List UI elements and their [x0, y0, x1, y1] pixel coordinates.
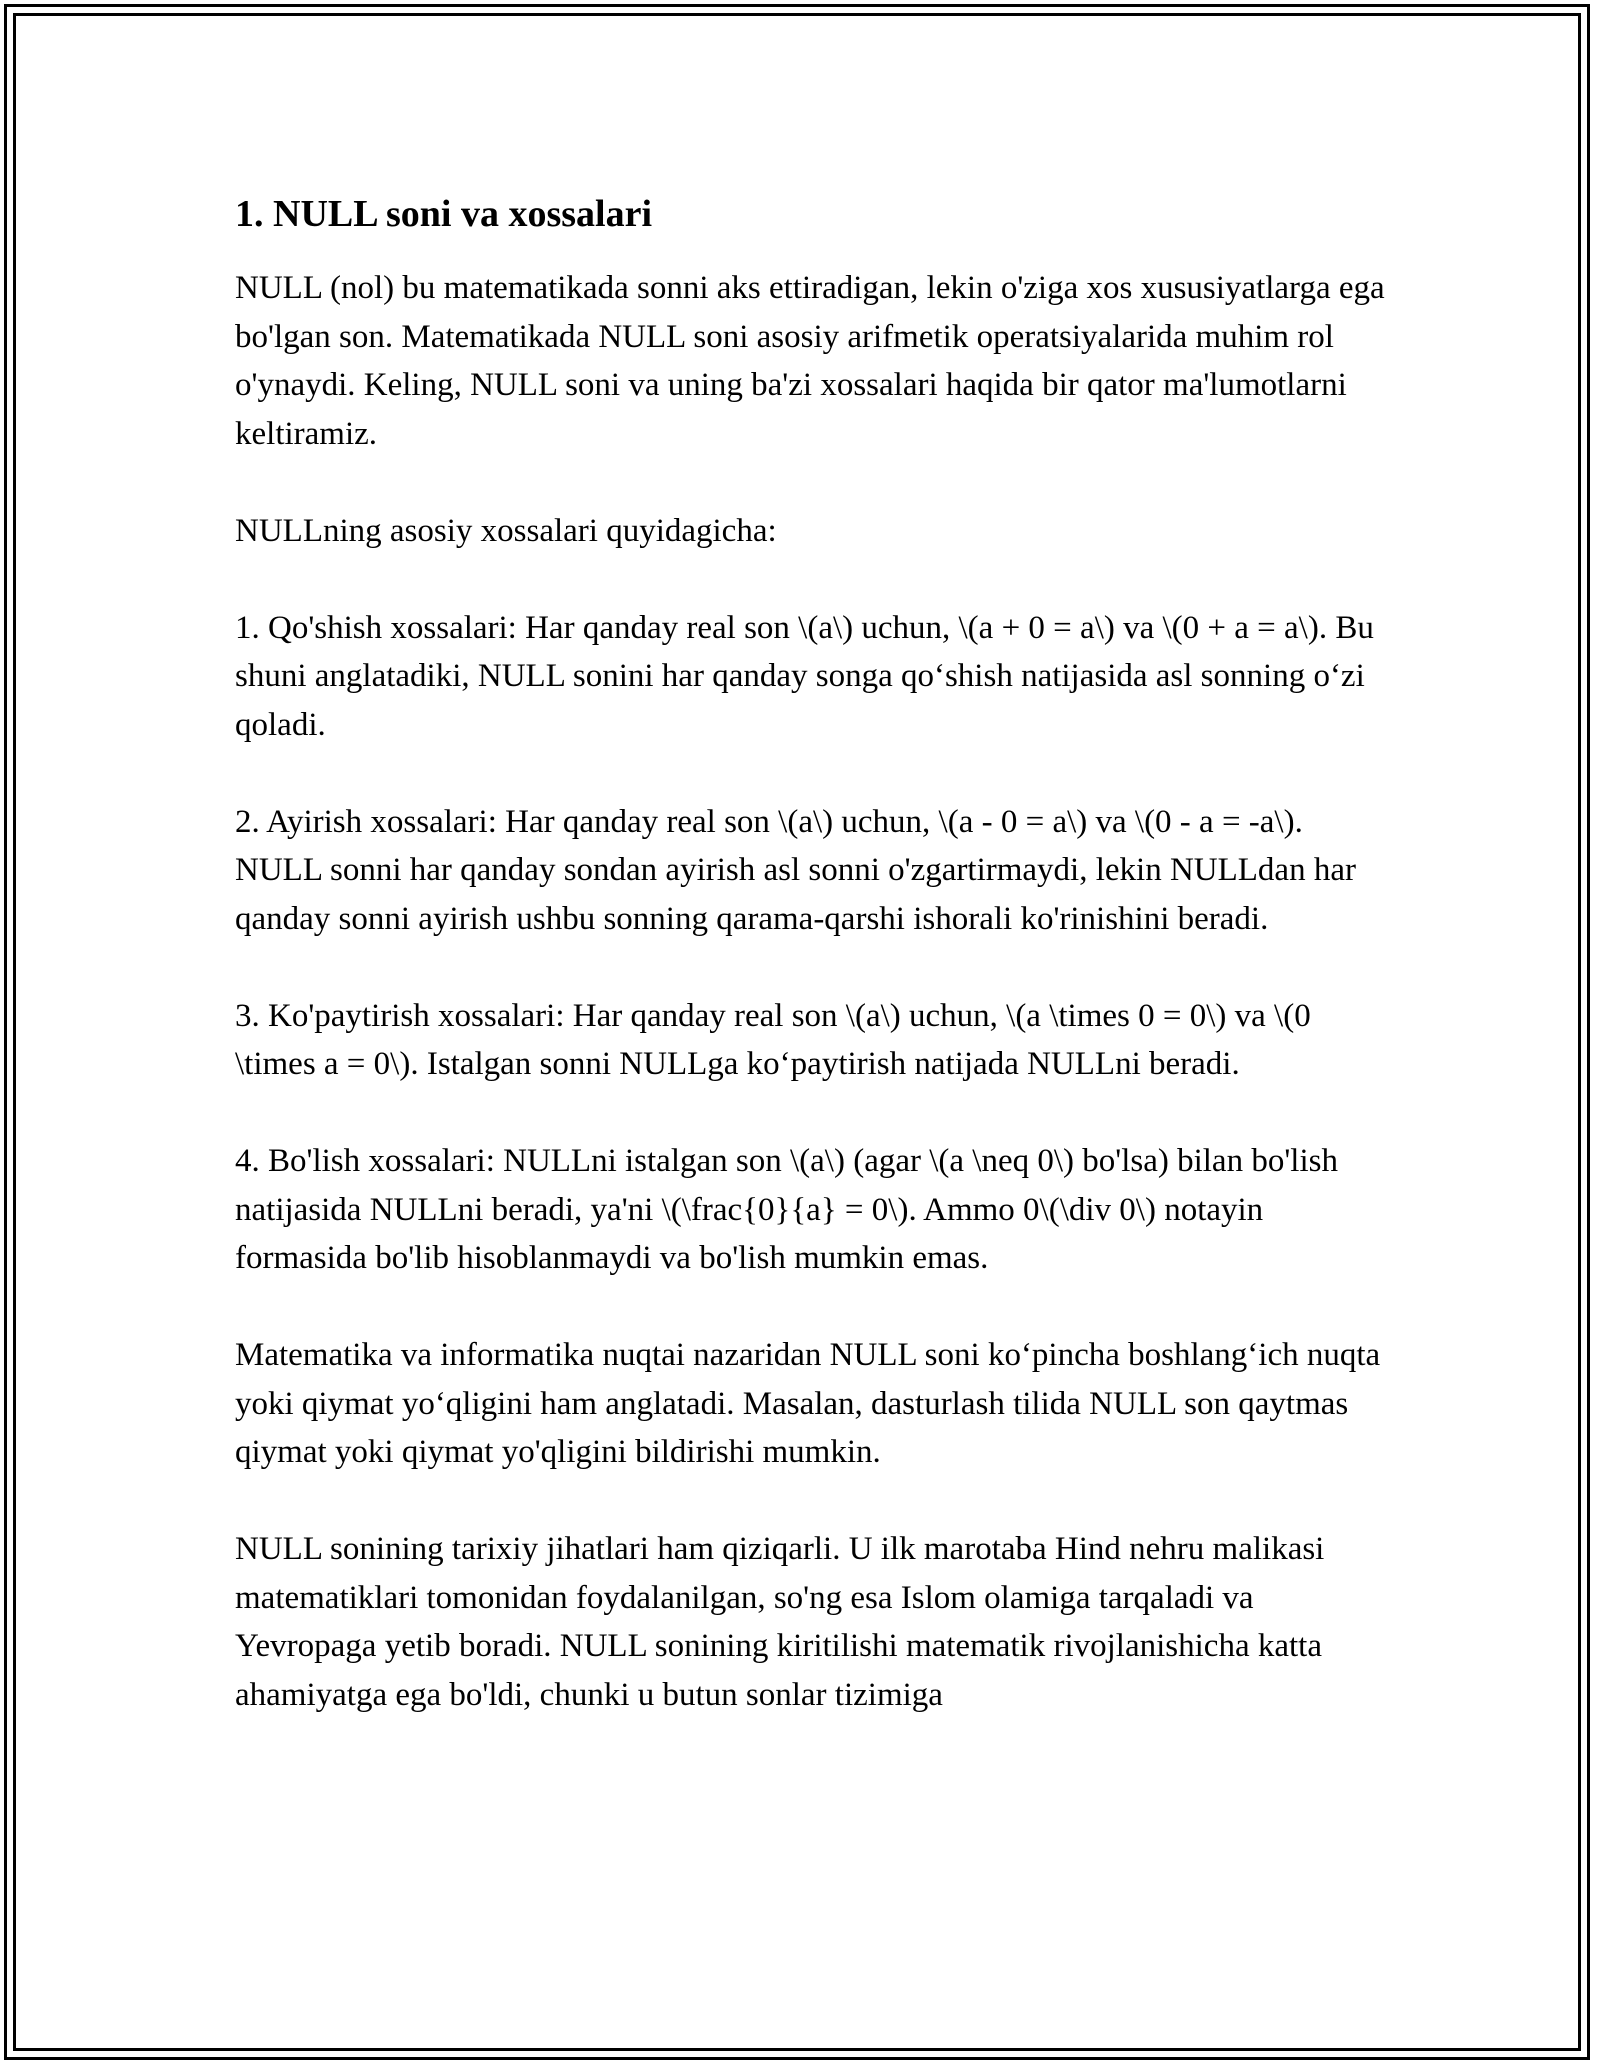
- document-body: [235, 186, 1385, 1768]
- paragraph-subtraction: 2. Ayirish xossalari: Har qanday real son \(a\) uchun, \(a - 0 = a\) va \(0 - a = -a\). NULL sonni har qanday sondan ayirish asl sonni o'zgartirmaydi, lekin NULLdan har qanday sonni ayirish ushbu sonning qarama-qarshi ishorali ko'rinishini beradi.: [235, 803, 1356, 937]
- section-heading: 1. NULL soni va xossalari: [235, 193, 653, 235]
- paragraph-multiplication: 3. Ko'paytirish xossalari: Har qanday real son \(a\) uchun, \(a \times 0 = 0\) va \(0 \times a = 0\). Istalgan sonni NULLga ko‘paytirish natijada NULLni beradi.: [235, 997, 1311, 1082]
- paragraph-intro: NULL (nol) bu matematikada sonni aks ettiradigan, lekin o'ziga xos xususiyatlarga ega bo'lgan son. Matematikada NULL soni asosiy arifmetik operatsiyalarida muhim rol o'ynaydi. Keling, NULL soni va uning ba'zi xossalari haqida bir qator ma'lumotlarni keltiramiz.: [235, 270, 1385, 452]
- paragraph-history: NULL sonining tarixiy jihatlari ham qiziqarli. U ilk marotaba Hind nehru malikasi matematiklari tomonidan foydalanilgan, so'ng esa Islom olamiga tarqaladi va Yevropaga yetib boradi. NULL sonining kiritilishi matematik rivojlanishicha katta ahamiyatga ega bo'ldi, chunki u butun sonlar tizimiga: [235, 1531, 1325, 1713]
- paragraph-properties-intro: NULLning asosiy xossalari quyidagicha:: [235, 512, 777, 549]
- paragraph-addition: 1. Qo'shish xossalari: Har qanday real son \(a\) uchun, \(a + 0 = a\) va \(0 + a = a\). Bu shuni anglatadiki, NULL sonini har qanday songa qo‘shish natijasida asl sonning o‘zi qoladi.: [235, 609, 1374, 743]
- paragraph-division: 4. Bo'lish xossalari: NULLni istalgan son \(a\) (agar \(a \neq 0\) bo'lsa) bilan bo'lish natijasida NULLni beradi, ya'ni \(\frac{0}{a} = 0\). Ammo 0\(\div 0\) notayin formasida bo'lib hisoblanmaydi va bo'lish mumkin emas.: [235, 1143, 1338, 1276]
- paragraph-informatics: Matematika va informatika nuqtai nazaridan NULL soni ko‘pincha boshlang‘ich nuqta yoki qiymat yo‘qligini ham anglatadi. Masalan, dasturlash tilida NULL son qaytmas qiymat yoki qiymat yo'qligini bildirishi mumkin.: [235, 1337, 1381, 1470]
